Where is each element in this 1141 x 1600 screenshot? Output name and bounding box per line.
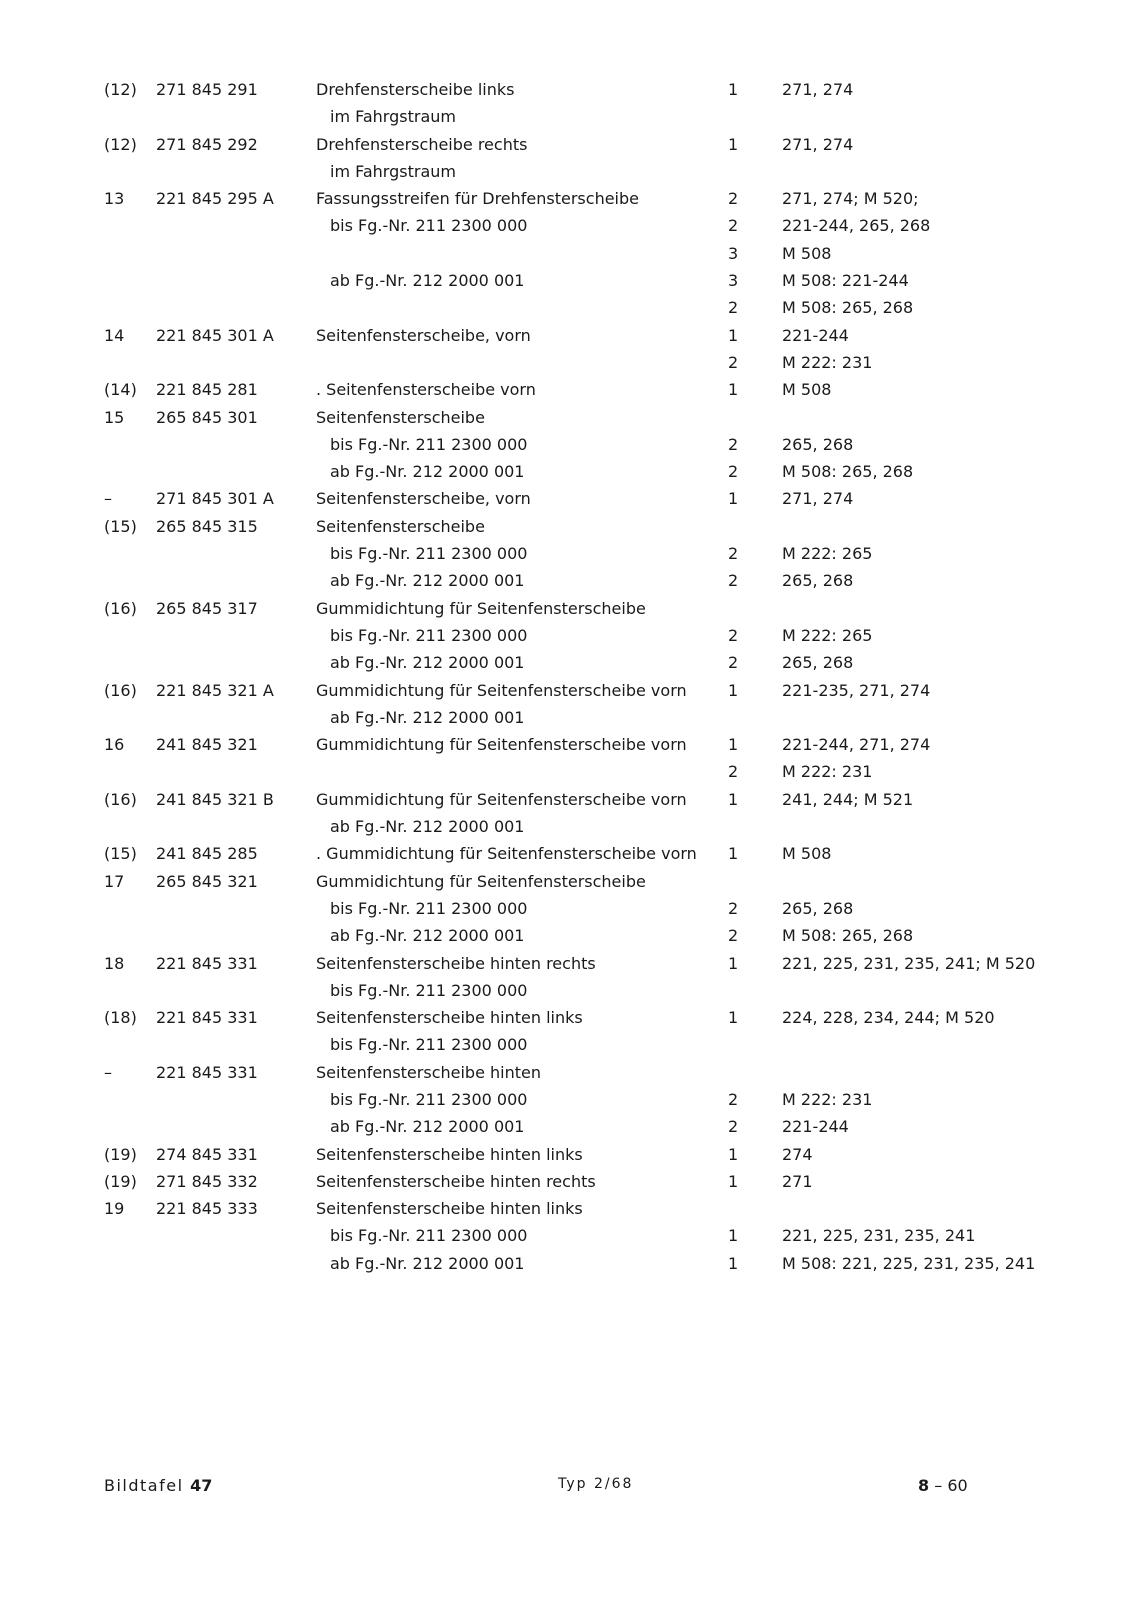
position-number: (19) bbox=[104, 1144, 137, 1164]
table-row bbox=[0, 1195, 1141, 1222]
position-number: (18) bbox=[104, 1008, 137, 1028]
parts-table bbox=[0, 76, 1141, 1277]
part-number: 241 845 285 bbox=[156, 844, 258, 864]
model-applicability: M 508: 265, 268 bbox=[782, 926, 914, 946]
part-number: 265 845 321 bbox=[156, 871, 258, 891]
part-description: Gummidichtung für Seitenfensterscheibe bbox=[316, 598, 646, 618]
part-description-note: bis Fg.-Nr. 211 2300 000 bbox=[330, 216, 528, 236]
part-description: Seitenfensterscheibe, vorn bbox=[316, 489, 531, 509]
part-description: Gummidichtung für Seitenfensterscheibe bbox=[316, 871, 646, 891]
part-number: 221 845 333 bbox=[156, 1199, 258, 1219]
model-applicability: 271, 274 bbox=[782, 489, 854, 509]
table-row bbox=[0, 595, 1141, 622]
part-description-note: bis Fg.-Nr. 211 2300 000 bbox=[330, 898, 528, 918]
footer-type: Typ 2/68 bbox=[558, 1476, 634, 1492]
position-number: (19) bbox=[104, 1171, 137, 1191]
part-description: Seitenfensterscheibe bbox=[316, 407, 485, 427]
table-row bbox=[0, 895, 1141, 922]
table-row bbox=[0, 540, 1141, 567]
part-description-note: bis Fg.-Nr. 211 2300 000 bbox=[330, 1035, 528, 1055]
model-applicability: 265, 268 bbox=[782, 898, 854, 918]
part-description: Gummidichtung für Seitenfensterscheibe vorn bbox=[316, 735, 687, 755]
part-number: 221 845 321 A bbox=[156, 680, 274, 700]
quantity: 2 bbox=[728, 926, 739, 946]
quantity: 2 bbox=[728, 189, 739, 209]
part-number: 241 845 321 B bbox=[156, 789, 274, 809]
table-row bbox=[0, 185, 1141, 212]
quantity: 1 bbox=[728, 789, 739, 809]
model-applicability: 221-244 bbox=[782, 1117, 849, 1137]
part-number: 221 845 331 bbox=[156, 953, 258, 973]
table-row bbox=[0, 240, 1141, 267]
quantity: 1 bbox=[728, 1226, 739, 1246]
part-number: 221 845 331 bbox=[156, 1062, 258, 1082]
position-number: – bbox=[104, 1062, 112, 1082]
table-row bbox=[0, 1250, 1141, 1277]
part-number: 271 845 291 bbox=[156, 80, 258, 99]
part-number: 271 845 292 bbox=[156, 134, 258, 154]
table-row bbox=[0, 1004, 1141, 1031]
part-description: Seitenfensterscheibe hinten rechts bbox=[316, 953, 596, 973]
quantity: 1 bbox=[728, 134, 739, 154]
part-number: 265 845 315 bbox=[156, 516, 258, 536]
part-description: Fassungsstreifen für Drehfensterscheibe bbox=[316, 189, 639, 209]
part-description-note: ab Fg.-Nr. 212 2000 001 bbox=[330, 571, 525, 591]
part-description-note: ab Fg.-Nr. 212 2000 001 bbox=[330, 817, 525, 837]
table-row bbox=[0, 950, 1141, 977]
model-applicability: M 508: 265, 268 bbox=[782, 298, 914, 318]
part-description-note: bis Fg.-Nr. 211 2300 000 bbox=[330, 625, 528, 645]
model-applicability: M 222: 265 bbox=[782, 544, 873, 564]
model-applicability: M 508 bbox=[782, 380, 832, 400]
table-row bbox=[0, 294, 1141, 321]
model-applicability: M 222: 231 bbox=[782, 352, 873, 372]
model-applicability: 221-244 bbox=[782, 325, 849, 345]
position-number: 19 bbox=[104, 1199, 125, 1219]
model-applicability: 224, 228, 234, 244; M 520 bbox=[782, 1008, 995, 1028]
model-applicability: 265, 268 bbox=[782, 571, 854, 591]
quantity: 1 bbox=[728, 489, 739, 509]
footer-dash: – bbox=[934, 1476, 943, 1495]
part-description: Seitenfensterscheibe, vorn bbox=[316, 325, 531, 345]
table-row bbox=[0, 813, 1141, 840]
quantity: 2 bbox=[728, 1117, 739, 1137]
part-description-note: bis Fg.-Nr. 211 2300 000 bbox=[330, 544, 528, 564]
footer-plate-label: Bildtafel bbox=[104, 1476, 184, 1495]
position-number: 13 bbox=[104, 189, 125, 209]
table-row bbox=[0, 131, 1141, 158]
model-applicability: 221-235, 271, 274 bbox=[782, 680, 931, 700]
table-row bbox=[0, 649, 1141, 676]
quantity: 2 bbox=[728, 352, 739, 372]
table-row bbox=[0, 704, 1141, 731]
table-row bbox=[0, 1222, 1141, 1249]
part-description-note: bis Fg.-Nr. 211 2300 000 bbox=[330, 980, 528, 1000]
model-applicability: 274 bbox=[782, 1144, 813, 1164]
table-row bbox=[0, 431, 1141, 458]
table-row bbox=[0, 349, 1141, 376]
table-row bbox=[0, 1141, 1141, 1168]
quantity: 2 bbox=[728, 898, 739, 918]
table-row bbox=[0, 103, 1141, 130]
model-applicability: 271, 274; M 520; bbox=[782, 189, 919, 209]
quantity: 1 bbox=[728, 80, 739, 99]
quantity: 1 bbox=[728, 1253, 739, 1273]
part-description-note: bis Fg.-Nr. 211 2300 000 bbox=[330, 1226, 528, 1246]
quantity: 2 bbox=[728, 1089, 739, 1109]
part-number: 221 845 301 A bbox=[156, 325, 274, 345]
position-number: (14) bbox=[104, 380, 137, 400]
quantity: 2 bbox=[728, 544, 739, 564]
footer-plate-number: 47 bbox=[190, 1476, 213, 1495]
footer-section: 8 bbox=[918, 1476, 930, 1495]
footer-page bbox=[918, 1476, 968, 1495]
table-row bbox=[0, 758, 1141, 785]
part-description-note: bis Fg.-Nr. 211 2300 000 bbox=[330, 1089, 528, 1109]
quantity: 2 bbox=[728, 625, 739, 645]
table-row bbox=[0, 786, 1141, 813]
parts-rows bbox=[0, 76, 1141, 1277]
position-number: 15 bbox=[104, 407, 125, 427]
part-description-note: ab Fg.-Nr. 212 2000 001 bbox=[330, 707, 525, 727]
quantity: 2 bbox=[728, 216, 739, 236]
table-row bbox=[0, 677, 1141, 704]
model-applicability: 241, 244; M 521 bbox=[782, 789, 914, 809]
model-applicability: 221, 225, 231, 235, 241; M 520 bbox=[782, 953, 1036, 973]
position-number: (16) bbox=[104, 598, 137, 618]
table-row bbox=[0, 322, 1141, 349]
footer-page-number: 60 bbox=[947, 1476, 968, 1495]
table-row bbox=[0, 404, 1141, 431]
table-row bbox=[0, 567, 1141, 594]
model-applicability: 265, 268 bbox=[782, 653, 854, 673]
part-number: 221 845 295 A bbox=[156, 189, 274, 209]
part-description: Drehfensterscheibe links bbox=[316, 80, 515, 99]
position-number: (16) bbox=[104, 789, 137, 809]
table-row bbox=[0, 622, 1141, 649]
position-number: 17 bbox=[104, 871, 125, 891]
quantity: 2 bbox=[728, 653, 739, 673]
part-description: Drehfensterscheibe rechts bbox=[316, 134, 528, 154]
part-number: 265 845 301 bbox=[156, 407, 258, 427]
quantity: 2 bbox=[728, 571, 739, 591]
quantity: 3 bbox=[728, 271, 739, 291]
quantity: 1 bbox=[728, 1008, 739, 1028]
part-description-note: ab Fg.-Nr. 212 2000 001 bbox=[330, 926, 525, 946]
model-applicability: M 222: 231 bbox=[782, 762, 873, 782]
table-row bbox=[0, 731, 1141, 758]
quantity: 1 bbox=[728, 325, 739, 345]
part-number: 265 845 317 bbox=[156, 598, 258, 618]
table-row bbox=[0, 513, 1141, 540]
position-number: 14 bbox=[104, 325, 125, 345]
table-row bbox=[0, 868, 1141, 895]
table-row bbox=[0, 458, 1141, 485]
part-description: . Seitenfensterscheibe vorn bbox=[316, 380, 536, 400]
part-number: 221 845 281 bbox=[156, 380, 258, 400]
part-description: Seitenfensterscheibe hinten links bbox=[316, 1199, 583, 1219]
table-row bbox=[0, 485, 1141, 512]
quantity: 2 bbox=[728, 434, 739, 454]
part-description-note: im Fahrgstraum bbox=[330, 161, 456, 181]
quantity: 3 bbox=[728, 243, 739, 263]
part-description: Seitenfensterscheibe hinten links bbox=[316, 1144, 583, 1164]
part-number: 274 845 331 bbox=[156, 1144, 258, 1164]
part-number: 271 845 332 bbox=[156, 1171, 258, 1191]
table-row bbox=[0, 922, 1141, 949]
table-row bbox=[0, 1086, 1141, 1113]
position-number: (15) bbox=[104, 844, 137, 864]
part-description-note: bis Fg.-Nr. 211 2300 000 bbox=[330, 434, 528, 454]
part-description-note: ab Fg.-Nr. 212 2000 001 bbox=[330, 1253, 525, 1273]
table-row bbox=[0, 267, 1141, 294]
quantity: 1 bbox=[728, 680, 739, 700]
position-number: 16 bbox=[104, 735, 125, 755]
table-row bbox=[0, 840, 1141, 867]
part-description: . Gummidichtung für Seitenfensterscheibe vorn bbox=[316, 844, 697, 864]
table-row bbox=[0, 1113, 1141, 1140]
table-row bbox=[0, 1059, 1141, 1086]
part-number: 221 845 331 bbox=[156, 1008, 258, 1028]
part-description: Gummidichtung für Seitenfensterscheibe vorn bbox=[316, 680, 687, 700]
part-description-note: ab Fg.-Nr. 212 2000 001 bbox=[330, 271, 525, 291]
model-applicability: M 508: 221, 225, 231, 235, 241 bbox=[782, 1253, 1036, 1273]
part-description-note: im Fahrgstraum bbox=[330, 107, 456, 127]
table-row bbox=[0, 376, 1141, 403]
footer-plate bbox=[104, 1476, 212, 1495]
table-row bbox=[0, 977, 1141, 1004]
model-applicability: M 508 bbox=[782, 844, 832, 864]
quantity: 1 bbox=[728, 1144, 739, 1164]
quantity: 1 bbox=[728, 735, 739, 755]
model-applicability: 265, 268 bbox=[782, 434, 854, 454]
position-number: (12) bbox=[104, 134, 137, 154]
quantity: 1 bbox=[728, 844, 739, 864]
table-row bbox=[0, 1031, 1141, 1058]
part-description-note: ab Fg.-Nr. 212 2000 001 bbox=[330, 1117, 525, 1137]
quantity: 2 bbox=[728, 762, 739, 782]
part-number: 241 845 321 bbox=[156, 735, 258, 755]
table-row bbox=[0, 158, 1141, 185]
part-description-note: ab Fg.-Nr. 212 2000 001 bbox=[330, 653, 525, 673]
part-description: Gummidichtung für Seitenfensterscheibe vorn bbox=[316, 789, 687, 809]
quantity: 1 bbox=[728, 953, 739, 973]
part-description: Seitenfensterscheibe hinten bbox=[316, 1062, 541, 1082]
quantity: 1 bbox=[728, 1171, 739, 1191]
position-number: (12) bbox=[104, 80, 137, 99]
quantity: 2 bbox=[728, 462, 739, 482]
position-number: 18 bbox=[104, 953, 125, 973]
model-applicability: M 508: 221-244 bbox=[782, 271, 909, 291]
model-applicability: M 222: 231 bbox=[782, 1089, 873, 1109]
part-number: 271 845 301 A bbox=[156, 489, 274, 509]
model-applicability: M 508: 265, 268 bbox=[782, 462, 914, 482]
part-description-note: ab Fg.-Nr. 212 2000 001 bbox=[330, 462, 525, 482]
model-applicability: 221-244, 271, 274 bbox=[782, 735, 931, 755]
model-applicability: 221-244, 265, 268 bbox=[782, 216, 931, 236]
position-number: (15) bbox=[104, 516, 137, 536]
model-applicability: M 508 bbox=[782, 243, 832, 263]
model-applicability: 271 bbox=[782, 1171, 813, 1191]
model-applicability: 271, 274 bbox=[782, 134, 854, 154]
table-row bbox=[0, 212, 1141, 239]
quantity: 1 bbox=[728, 380, 739, 400]
position-number: – bbox=[104, 489, 112, 509]
part-description: Seitenfensterscheibe bbox=[316, 516, 485, 536]
quantity: 2 bbox=[728, 298, 739, 318]
table-row bbox=[0, 76, 1141, 103]
model-applicability: 271, 274 bbox=[782, 80, 854, 99]
table-row bbox=[0, 1168, 1141, 1195]
model-applicability: 221, 225, 231, 235, 241 bbox=[782, 1226, 976, 1246]
model-applicability: M 222: 265 bbox=[782, 625, 873, 645]
part-description: Seitenfensterscheibe hinten links bbox=[316, 1008, 583, 1028]
position-number: (16) bbox=[104, 680, 137, 700]
part-description: Seitenfensterscheibe hinten rechts bbox=[316, 1171, 596, 1191]
